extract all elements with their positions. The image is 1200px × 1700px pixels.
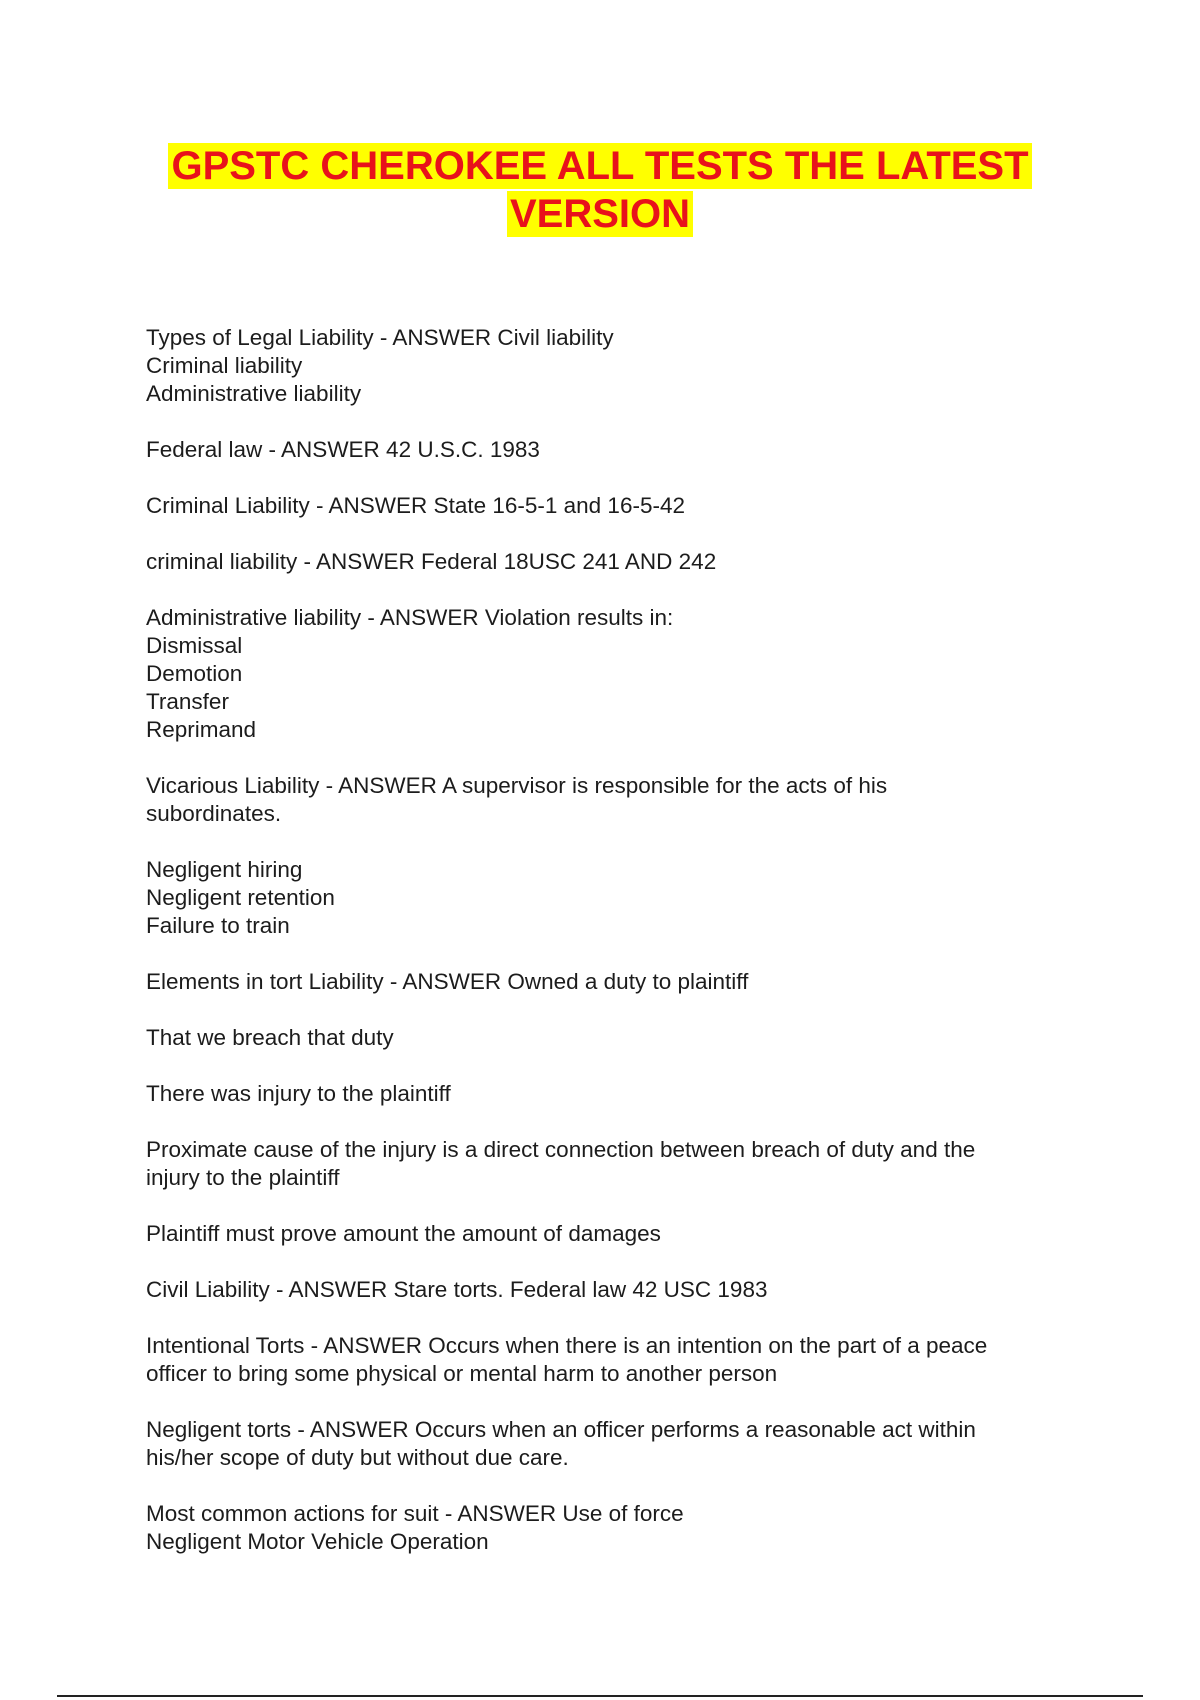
qa-line: Administrative liability [146, 381, 362, 406]
document-title [0, 143, 1200, 239]
qa-line: Criminal Liability - ANSWER State 16-5-1 and 16-5-42 [146, 493, 685, 518]
qa-block [146, 436, 1076, 464]
title-line-1: GPSTC CHEROKEE ALL TESTS THE LATEST [168, 143, 1031, 189]
qa-block [146, 1136, 1076, 1192]
qa-line: There was injury to the plaintiff [146, 1081, 451, 1106]
qa-block [146, 324, 1076, 408]
qa-content [146, 324, 1076, 1584]
qa-line: subordinates. [146, 801, 282, 826]
qa-block [146, 856, 1076, 940]
qa-block [146, 1500, 1076, 1556]
footer-divider [57, 1695, 1143, 1697]
qa-line: Negligent Motor Vehicle Operation [146, 1529, 489, 1554]
qa-line: Federal law - ANSWER 42 U.S.C. 1983 [146, 437, 540, 462]
title-line-2: VERSION [507, 191, 693, 237]
qa-line: Negligent retention [146, 885, 335, 910]
qa-line: Negligent torts - ANSWER Occurs when an officer performs a reasonable act within [146, 1417, 976, 1442]
qa-block [146, 548, 1076, 576]
qa-line: Most common actions for suit - ANSWER Use of force [146, 1501, 684, 1526]
qa-block [146, 1276, 1076, 1304]
qa-block [146, 604, 1076, 744]
qa-block [146, 1416, 1076, 1472]
qa-line: Criminal liability [146, 353, 303, 378]
qa-line: Elements in tort Liability - ANSWER Owned a duty to plaintiff [146, 969, 749, 994]
qa-block [146, 1024, 1076, 1052]
qa-line: injury to the plaintiff [146, 1165, 340, 1190]
qa-block [146, 1220, 1076, 1248]
qa-line: criminal liability - ANSWER Federal 18USC 241 AND 242 [146, 549, 717, 574]
qa-line: Plaintiff must prove amount the amount of damages [146, 1221, 661, 1246]
qa-line: That we breach that duty [146, 1025, 394, 1050]
qa-line: his/her scope of duty but without due care. [146, 1445, 569, 1470]
qa-line: Reprimand [146, 717, 257, 742]
qa-line: Transfer [146, 689, 229, 714]
qa-line: Intentional Torts - ANSWER Occurs when there is an intention on the part of a peace [146, 1333, 988, 1358]
qa-line: Negligent hiring [146, 857, 303, 882]
qa-line: Vicarious Liability - ANSWER A supervisor is responsible for the acts of his [146, 773, 888, 798]
qa-line: Demotion [146, 661, 243, 686]
qa-line: Types of Legal Liability - ANSWER Civil liability [146, 325, 614, 350]
qa-line: Dismissal [146, 633, 243, 658]
qa-line: Administrative liability - ANSWER Violation results in: [146, 605, 674, 630]
qa-line: Proximate cause of the injury is a direct connection between breach of duty and the [146, 1137, 976, 1162]
qa-block [146, 1332, 1076, 1388]
qa-line: officer to bring some physical or mental harm to another person [146, 1361, 778, 1386]
qa-block [146, 968, 1076, 996]
qa-line: Civil Liability - ANSWER Stare torts. Federal law 42 USC 1983 [146, 1277, 768, 1302]
qa-block [146, 772, 1076, 828]
qa-block [146, 1080, 1076, 1108]
qa-block [146, 492, 1076, 520]
qa-line: Failure to train [146, 913, 290, 938]
